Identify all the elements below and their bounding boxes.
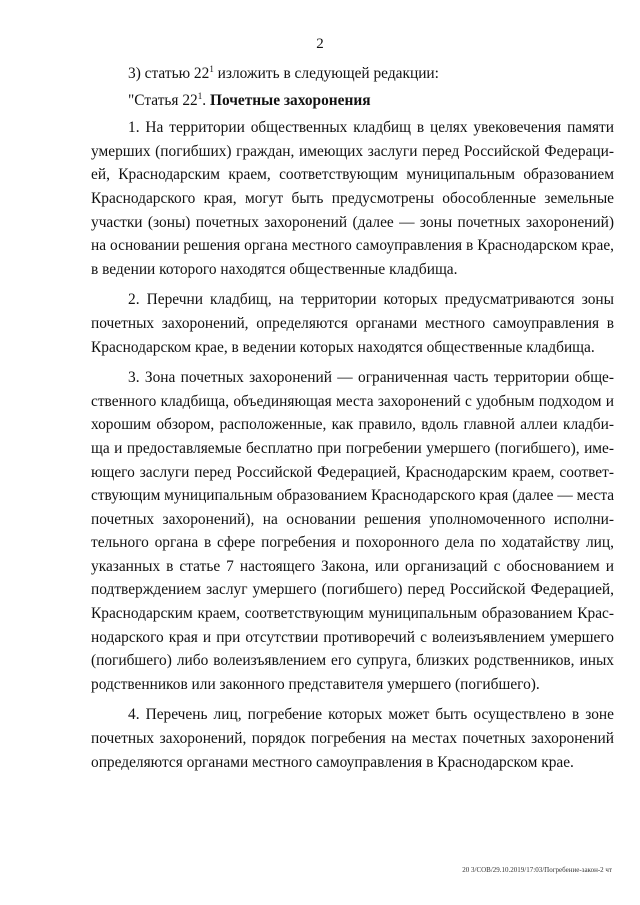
intro-paragraph xyxy=(91,62,614,86)
text-line: ща и предоставляемые бесплатно при погребении умершего (погибшего), име- xyxy=(91,439,614,457)
text-line: ей, Краснодарским краем, соответствующим муниципальным образованием xyxy=(91,166,614,184)
document-footer-code: 20 3/СОВ/29.10.2019/17:03/Погребение-закон-2 чт xyxy=(462,866,612,874)
text-line: тельного органа в сфере погребения и похоронного дела по ходатайству лиц, xyxy=(91,534,614,552)
document-body xyxy=(91,62,614,781)
text-line: участки (зоны) почетных захоронений (далее — зоны почетных захоронений) xyxy=(91,213,614,231)
text-line: почетных захоронений, порядок погребения на местах почетных захоронений xyxy=(91,730,614,748)
superscript-mark: 1 xyxy=(197,90,203,101)
text-line: Краснодарского края, могут быть предусмотрены обособленные земельные xyxy=(91,189,614,207)
text-line: 3. Зона почетных захоронений — ограниченная часть территории обще- xyxy=(128,369,614,387)
paragraph-3 xyxy=(91,366,614,696)
paragraph-4 xyxy=(91,703,614,774)
text-line: указанных в статье 7 настоящего Закона, или организаций с обоснованием и xyxy=(91,557,614,575)
paragraph-1 xyxy=(91,116,614,281)
page-number: 2 xyxy=(316,36,324,52)
text-line: ющего заслуги перед Российской Федерацией, Краснодарским краем, соответ- xyxy=(91,463,614,481)
text-line: почетных захоронений), на основании решения уполномоченного исполни- xyxy=(91,510,614,528)
text-line: 4. Перечень лиц, погребение которых может быть осуществлено в зоне xyxy=(128,706,614,724)
text-line: нодарского края и при отсутствии противоречий с волеизъявлением умершего xyxy=(91,628,614,646)
text-line: хорошим обзором, расположенные, как правило, вдоль главной аллеи кладби- xyxy=(91,416,614,434)
article-heading xyxy=(91,89,614,113)
text-line: ственного кладбища, объединяющая места захоронений с удобным подходом и xyxy=(91,392,614,410)
text-line: подтверждением заслуг умершего (погибшего) перед Российской Федерацией, xyxy=(91,581,614,599)
text-line: почетных захоронений, определяются органами местного самоуправления в xyxy=(91,314,614,332)
intro-line: 3) статью $22^1$ изложить в следующей редакции: xyxy=(128,64,439,82)
text-line: в ведении которого находятся общественные кладбища. xyxy=(91,260,458,278)
paragraph-2 xyxy=(91,288,614,359)
text-line: (погибшего) либо волеизъявлением его супруга, близких родственников, иных xyxy=(91,652,614,670)
text-line: Краснодарским краем, соответствующим муниципальным образованием Крас- xyxy=(91,605,614,623)
superscript-mark: 1 xyxy=(209,64,214,74)
text-line: Краснодарском крае, в ведении которых находятся общественные кладбища. xyxy=(91,338,595,356)
text-line: 2. Перечни кладбищ, на территории которых предусматриваются зоны xyxy=(128,291,614,309)
text-line: умерших (погибших) граждан, имеющих заслуги перед Российской Федераци- xyxy=(91,142,614,160)
text-line: на основании решения органа местного самоуправления в Краснодарском крае, xyxy=(91,237,614,255)
text-line: 1. На территории общественных кладбищ в целях увековечения памяти xyxy=(128,119,614,137)
text-line: родственников или законного представителя умершего (погибшего). xyxy=(91,675,540,693)
text-line: определяются органами местного самоуправления в Краснодарском крае. xyxy=(91,753,574,771)
text-line: ствующим муниципальным образованием Краснодарского края (далее — места xyxy=(91,487,615,505)
heading-line: "Статья $22^1$. Почетные захоронения xyxy=(128,90,371,109)
article-title: Почетные захоронения xyxy=(209,91,371,109)
